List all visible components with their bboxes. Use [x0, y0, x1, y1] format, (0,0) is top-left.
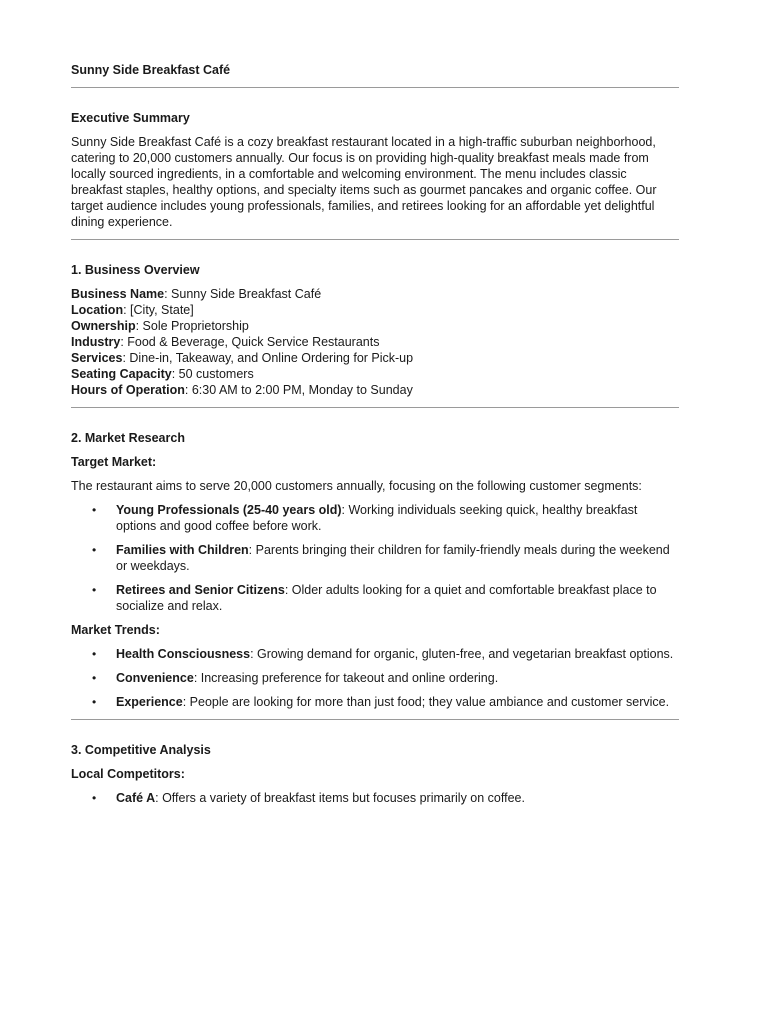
item-text: : Working individuals seeking quick, healthy breakfast options and good coffee before work.	[116, 503, 638, 533]
list-item	[71, 542, 679, 574]
market-research-section	[71, 430, 679, 710]
list-item	[71, 670, 679, 686]
item-text: : Older adults looking for a quiet and comfortable breakfast place to socialize and relax.	[116, 583, 657, 613]
item-text: : Growing demand for organic, gluten-free, and vegetarian breakfast options.	[250, 647, 674, 661]
overview-value: : Dine-in, Takeaway, and Online Ordering for Pick-up	[122, 351, 414, 365]
overview-item	[71, 286, 679, 302]
overview-label: Services	[71, 351, 123, 365]
competitor-list	[71, 790, 679, 806]
overview-value: : [City, State]	[123, 303, 194, 317]
item-text: : People are looking for more than just food; they value ambiance and customer service.	[182, 695, 670, 709]
bullet-icon: •	[92, 647, 97, 661]
overview-label: Ownership	[71, 319, 136, 333]
executive-summary-section	[71, 110, 679, 230]
item-label: Health Consciousness	[116, 647, 251, 661]
item-label: Café A	[116, 791, 156, 805]
list-item	[71, 790, 679, 806]
section-heading: 3. Competitive Analysis	[71, 743, 211, 757]
overview-value: : Food & Beverage, Quick Service Restaurants	[120, 335, 380, 349]
item-label: Families with Children	[116, 543, 249, 557]
list-item	[71, 582, 679, 614]
list-item	[71, 502, 679, 534]
overview-item	[71, 382, 679, 398]
bullet-icon: •	[92, 543, 97, 557]
overview-item	[71, 366, 679, 382]
trend-list	[71, 646, 679, 710]
divider	[71, 407, 679, 408]
section-heading: 1. Business Overview	[71, 263, 200, 277]
overview-value: : Sunny Side Breakfast Café	[164, 287, 322, 301]
document-content	[71, 62, 679, 814]
list-item	[71, 694, 679, 710]
item-label: Experience	[116, 695, 183, 709]
list-item	[71, 646, 679, 662]
subheading: Target Market:	[71, 455, 157, 469]
overview-label: Seating Capacity	[71, 367, 172, 381]
segment-list	[71, 502, 679, 614]
item-label: Retirees and Senior Citizens	[116, 583, 285, 597]
overview-label: Business Name	[71, 287, 165, 301]
overview-item	[71, 350, 679, 366]
executive-summary-text: Sunny Side Breakfast Café is a cozy breakfast restaurant located in a high-traffic suburban neighborhood, catering to 20,000 customers annually. Our focus is on providing high-quality breakfast meals made from locally sourced ingredients, in a comfortable and welcoming environment. The menu includes classic breakfast staples, healthy options, and specialty items such as gourmet pancakes and organic coffee. Our target audience includes young professionals, families, and retirees looking for an affordable yet delightful dining experience.	[71, 135, 657, 229]
overview-value: : Sole Proprietorship	[135, 319, 249, 333]
section-heading: Executive Summary	[71, 111, 190, 125]
item-label: Young Professionals (25-40 years old)	[116, 503, 342, 517]
bullet-icon: •	[92, 583, 97, 597]
divider	[71, 87, 679, 88]
subheading: Market Trends:	[71, 623, 160, 637]
item-text: : Increasing preference for takeout and online ordering.	[193, 671, 499, 685]
overview-value: : 6:30 AM to 2:00 PM, Monday to Sunday	[184, 383, 413, 397]
bullet-icon: •	[92, 695, 97, 709]
overview-label: Location	[71, 303, 124, 317]
bullet-icon: •	[92, 671, 97, 685]
overview-label: Industry	[71, 335, 121, 349]
target-market-intro: The restaurant aims to serve 20,000 customers annually, focusing on the following customer segments:	[71, 479, 642, 493]
overview-item	[71, 318, 679, 334]
competitive-analysis-section	[71, 742, 679, 806]
divider	[71, 239, 679, 240]
overview-label: Hours of Operation	[71, 383, 185, 397]
section-heading: 2. Market Research	[71, 431, 185, 445]
item-text: : Parents bringing their children for family-friendly meals during the weekend or weekdays.	[116, 543, 670, 573]
overview-value: : 50 customers	[171, 367, 254, 381]
divider	[71, 719, 679, 720]
overview-item	[71, 334, 679, 350]
item-text: : Offers a variety of breakfast items but focuses primarily on coffee.	[155, 791, 525, 805]
bullet-icon: •	[92, 791, 97, 805]
business-overview-section	[71, 262, 679, 398]
item-label: Convenience	[116, 671, 194, 685]
bullet-icon: •	[92, 503, 97, 517]
overview-item	[71, 302, 679, 318]
document-title: Sunny Side Breakfast Café	[71, 63, 231, 77]
subheading: Local Competitors:	[71, 767, 185, 781]
